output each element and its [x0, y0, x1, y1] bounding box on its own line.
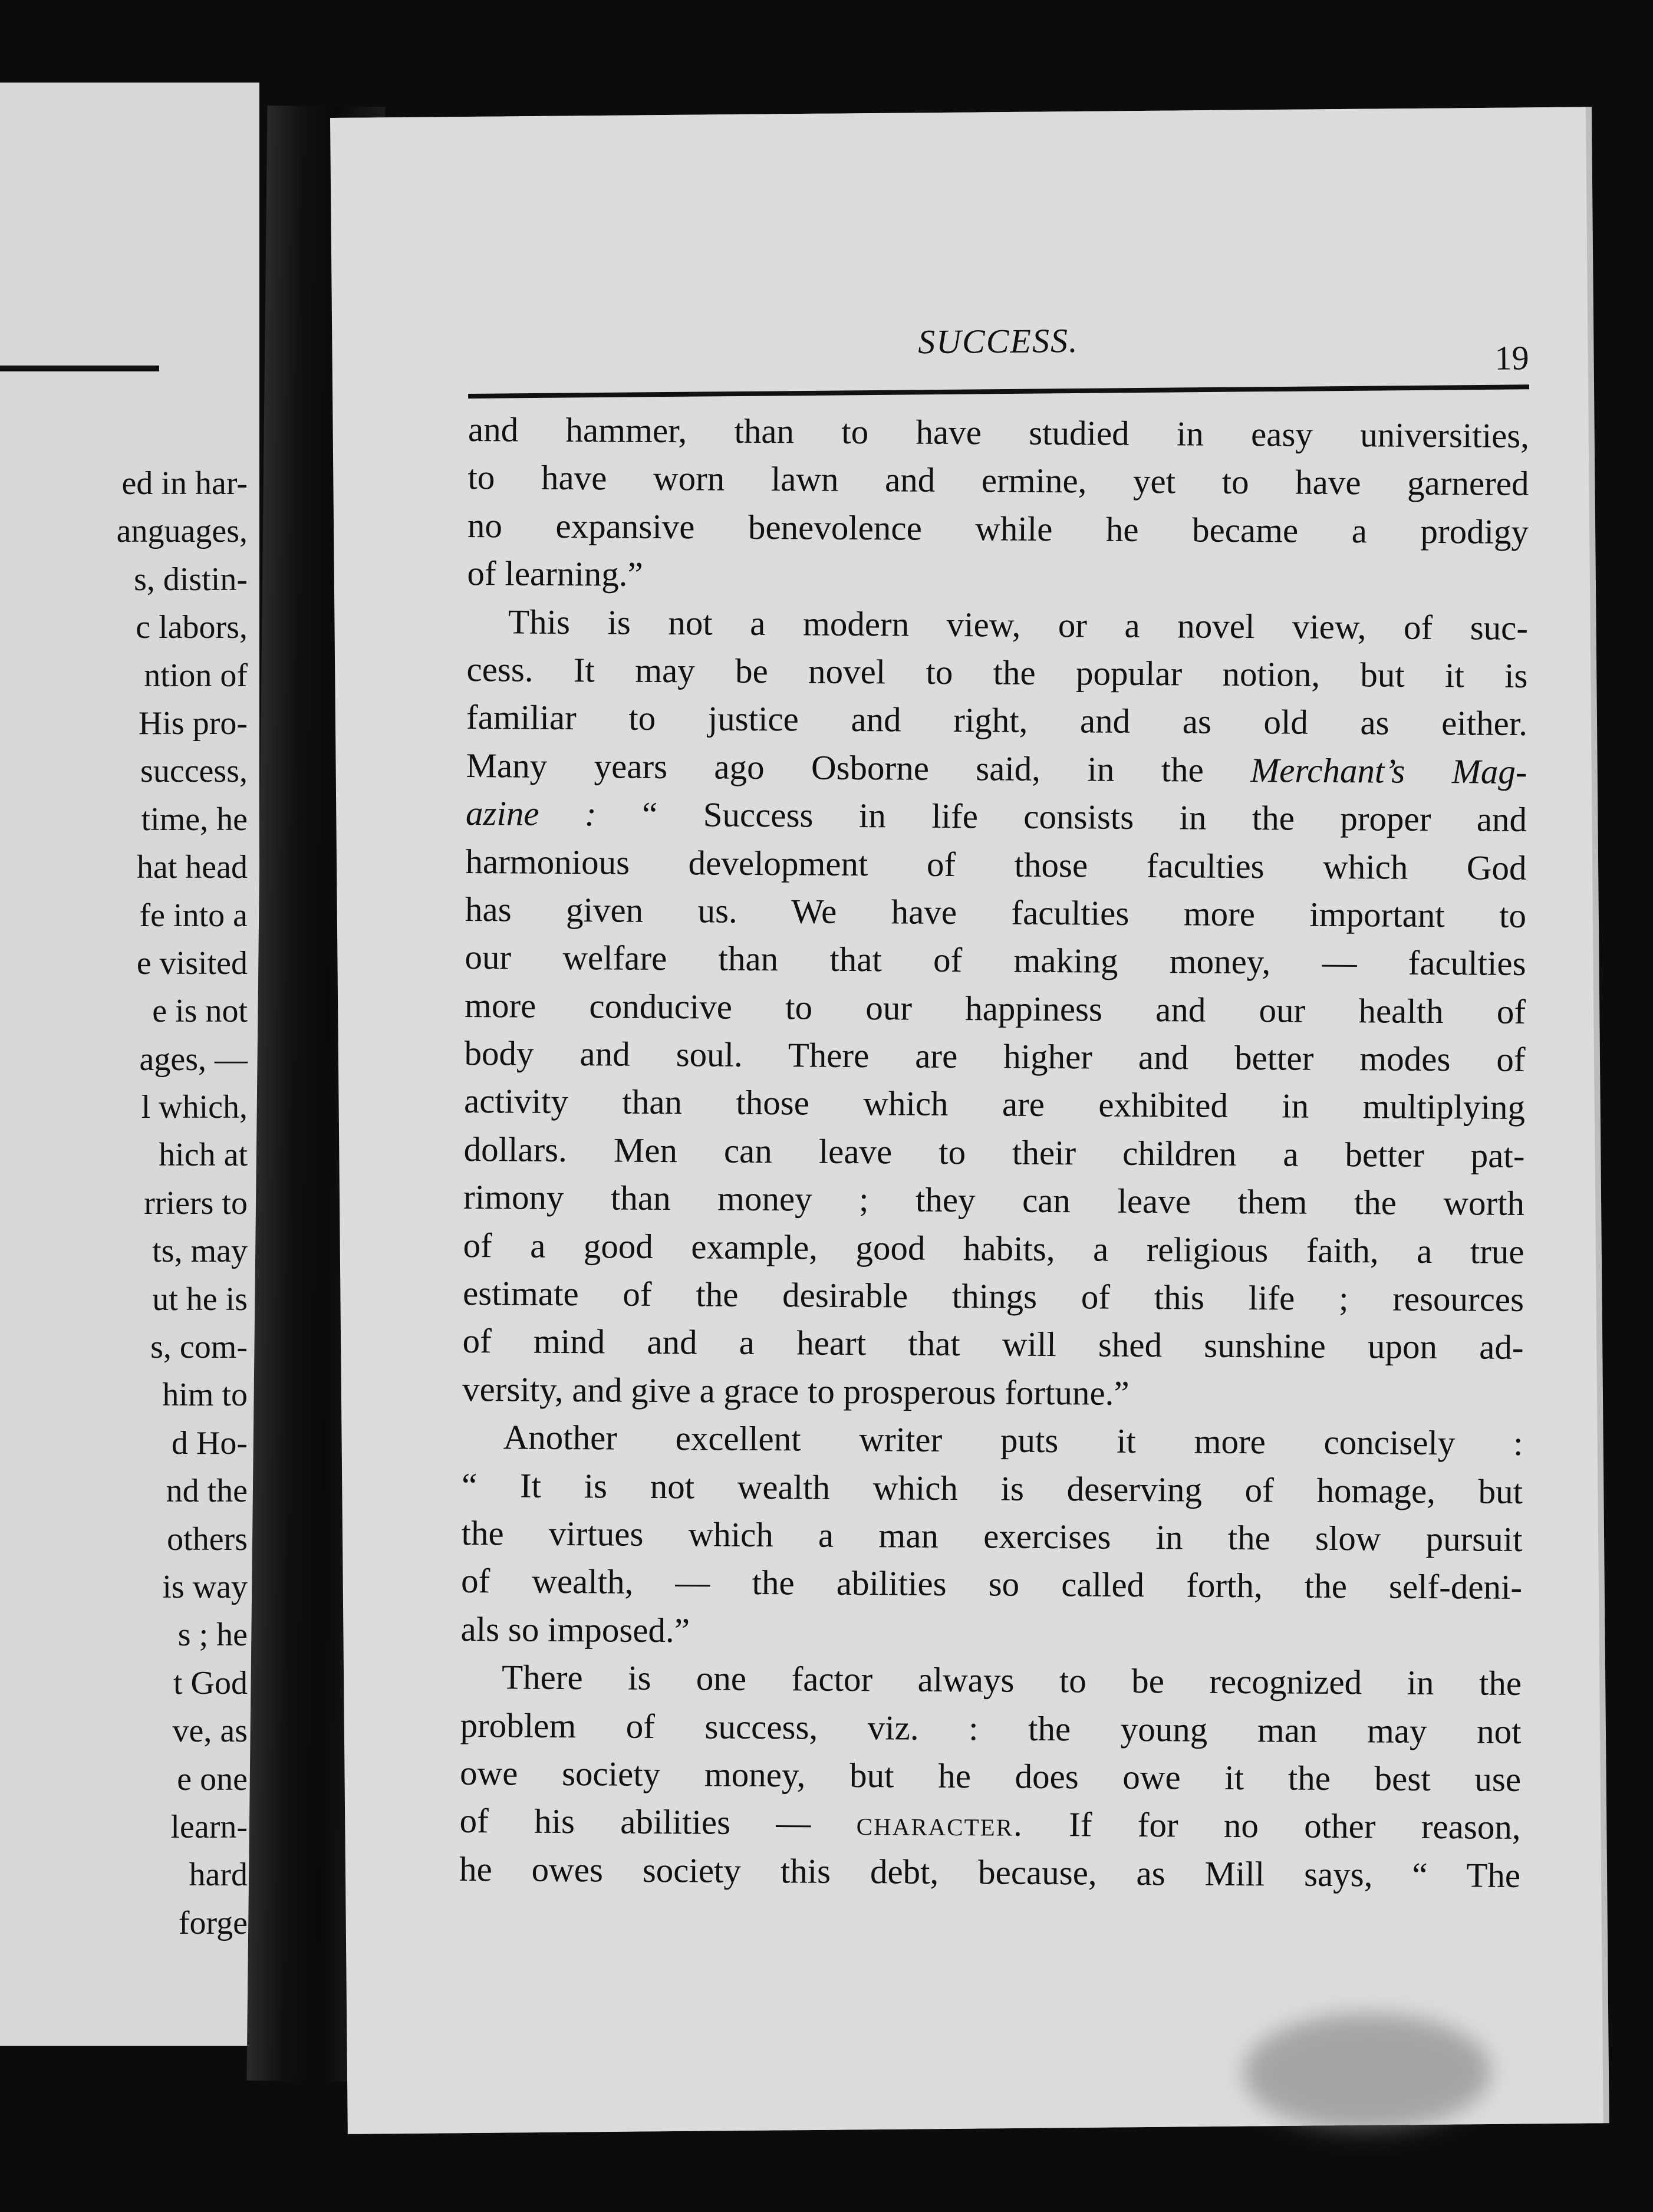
text-line: of learning.” — [467, 554, 643, 594]
magazine-title-italic: Merchant’s Mag- — [1250, 750, 1527, 791]
left-page-header-rule — [0, 366, 159, 371]
text-span: If for no other reason, — [1023, 1805, 1521, 1847]
left-text-line: hat head — [136, 849, 248, 886]
left-text-line: forge — [178, 1904, 248, 1941]
left-text-line: ntion of — [144, 657, 248, 694]
left-text-line: hard — [189, 1857, 248, 1894]
text-line: Another excellent writer puts it more concisely : — [503, 1417, 1523, 1463]
left-text-line: e is not — [152, 993, 248, 1030]
text-line: of wealth, — the abilities so called forth, the self-deni- — [460, 1561, 1523, 1607]
text-line: estimate of the desirable things of this life ; resources — [462, 1273, 1524, 1319]
text-line: our welfare than that of making money, — faculties — [465, 937, 1526, 983]
left-text-line: His pro- — [138, 705, 248, 742]
text-line — [466, 742, 1527, 796]
text-line: There is one factor always to be recognized in the — [501, 1657, 1522, 1703]
text-line: owe society money, but he does owe it the best use — [459, 1753, 1522, 1799]
left-text-line: t God — [173, 1664, 248, 1701]
text-line: no expansive benevolence while he became a prodigy — [467, 505, 1529, 551]
small-caps-term: character. — [856, 1803, 1024, 1844]
left-text-line: l which, — [141, 1089, 248, 1126]
text-line: harmonious development of those faculties which God — [465, 841, 1527, 887]
left-text-line: hich at — [159, 1137, 248, 1174]
left-text-line: time, he — [141, 801, 248, 838]
text-line — [459, 1797, 1520, 1851]
left-text-line: ages, — — [139, 1041, 248, 1078]
text-line: to have worn lawn and ermine, yet to have garnered — [467, 457, 1529, 503]
left-text-line: ve, as — [172, 1713, 248, 1750]
right-page — [330, 107, 1603, 2134]
text-line: and hammer, than to have studied in easy universities, — [467, 409, 1530, 455]
body-text — [459, 406, 1529, 1900]
text-line: has given us. We have faculties more important to — [465, 889, 1527, 935]
text-line: als so imposed.” — [460, 1609, 690, 1650]
text-span: of his abilities — — [459, 1801, 857, 1843]
left-text-line: anguages, — [116, 513, 248, 550]
text-span: Many years ago Osborne said, in the — [466, 745, 1251, 789]
text-line: of a good example, good habits, a religious faith, a true — [463, 1225, 1524, 1271]
left-text-line: fe into a — [139, 897, 248, 934]
left-text-line: ut he is — [152, 1281, 248, 1318]
text-line: he owes society this debt, because, as Mill says, “ The — [459, 1849, 1521, 1895]
left-text-line: rriers to — [144, 1184, 248, 1222]
left-text-line: e visited — [136, 944, 248, 982]
left-text-line: success, — [140, 753, 248, 790]
left-text-line: ts, may — [152, 1233, 248, 1270]
text-line: cess. It may be novel to the popular notion, but it is — [466, 649, 1528, 695]
left-text-line: him to — [162, 1377, 248, 1414]
left-text-line: s ; he — [177, 1617, 248, 1654]
magazine-title-italic: azine : — [465, 794, 597, 834]
text-line: familiar to justice and right, and as old as either. — [466, 697, 1528, 743]
left-text-line: d Ho- — [171, 1424, 248, 1462]
left-text-line: ed in har- — [121, 465, 248, 502]
page-smudge — [1243, 2012, 1491, 2132]
text-line: “ It is not wealth which is deserving of homage, but — [461, 1465, 1523, 1511]
left-text-line: c labors, — [136, 609, 248, 646]
left-text-line: is way — [162, 1568, 248, 1605]
text-line: problem of success, viz. : the young man may not — [460, 1705, 1522, 1751]
left-text-line: others — [167, 1520, 248, 1558]
left-text-line: learn- — [170, 1808, 248, 1845]
left-facing-page — [0, 83, 259, 2046]
page-number: 19 — [1494, 338, 1529, 377]
left-page-text-fragments — [0, 460, 248, 1947]
left-text-line: s, com- — [150, 1329, 248, 1366]
text-line: This is not a modern view, or a novel view, of suc- — [508, 601, 1529, 647]
running-head: SUCCESS. — [917, 321, 1079, 361]
text-line: more conducive to our happiness and our health of — [464, 985, 1526, 1031]
text-line: of mind and a heart that will shed sunshine upon ad- — [462, 1321, 1524, 1367]
page-header — [467, 317, 1529, 377]
text-line: the virtues which a man exercises in the slow pursuit — [461, 1513, 1523, 1559]
left-text-line: nd the — [166, 1473, 248, 1510]
left-text-line: e one — [177, 1760, 248, 1798]
text-line: body and soul. There are higher and better modes of — [464, 1033, 1526, 1079]
text-line: versity, and give a grace to prosperous fortune.” — [462, 1369, 1130, 1413]
text-line: dollars. Men can leave to their children a better pat- — [463, 1129, 1525, 1175]
text-line: rimony than money ; they can leave them the worth — [463, 1177, 1525, 1223]
header-rule — [468, 384, 1529, 399]
text-span: “ Success in life consists in the proper and — [596, 794, 1527, 840]
text-line — [466, 789, 1527, 844]
left-text-line: s, distin- — [134, 561, 248, 598]
text-line: activity than those which are exhibited in multiplying — [463, 1081, 1526, 1127]
